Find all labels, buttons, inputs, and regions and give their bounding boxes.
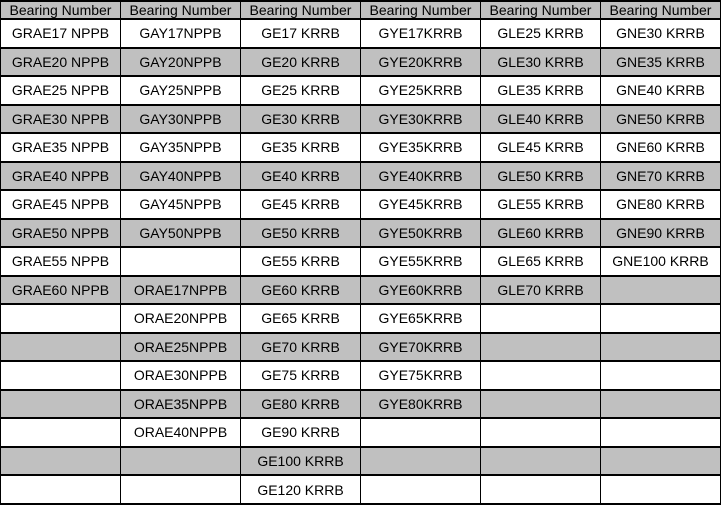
bearing-number-cell: GNE80 KRRB [601, 190, 721, 219]
bearing-number-cell: GE50 KRRB [241, 219, 361, 248]
bearing-number-cell: ORAE35NPPB [121, 390, 241, 419]
bearing-number-cell: GLE55 KRRB [481, 190, 601, 219]
bearing-number-cell: GYE80KRRB [361, 390, 481, 419]
bearing-number-cell [601, 361, 721, 390]
bearing-number-cell: GE30 KRRB [241, 105, 361, 134]
bearing-number-cell: GYE70KRRB [361, 333, 481, 362]
bearing-number-cell: GNE90 KRRB [601, 219, 721, 248]
bearing-number-cell [121, 447, 241, 476]
bearing-number-cell: GAY40NPPB [121, 162, 241, 191]
bearing-number-cell: GLE40 KRRB [481, 105, 601, 134]
bearing-number-cell: GRAE45 NPPB [1, 190, 121, 219]
bearing-number-cell: GE75 KRRB [241, 361, 361, 390]
table-row [1, 304, 721, 333]
bearing-number-cell: GRAE25 NPPB [1, 76, 121, 105]
column-header: Bearing Number [121, 1, 241, 19]
bearing-number-cell: GYE30KRRB [361, 105, 481, 134]
table-row [1, 76, 721, 105]
bearing-number-cell: GYE50KRRB [361, 219, 481, 248]
bearing-number-cell: GRAE60 NPPB [1, 276, 121, 305]
bearing-number-cell: ORAE17NPPB [121, 276, 241, 305]
table-row [1, 19, 721, 48]
table-row [1, 190, 721, 219]
bearing-number-cell [481, 361, 601, 390]
bearing-number-cell: GLE30 KRRB [481, 48, 601, 77]
bearing-number-cell: GYE25KRRB [361, 76, 481, 105]
table-row [1, 247, 721, 276]
bearing-number-cell [121, 475, 241, 504]
table-row [1, 333, 721, 362]
bearing-number-cell [601, 390, 721, 419]
table-row [1, 361, 721, 390]
bearing-number-cell [481, 418, 601, 447]
bearing-number-cell: GYE40KRRB [361, 162, 481, 191]
bearing-number-cell: GRAE50 NPPB [1, 219, 121, 248]
header-row [1, 1, 721, 19]
bearing-number-cell: GE90 KRRB [241, 418, 361, 447]
bearing-number-cell: GAY17NPPB [121, 19, 241, 48]
bearing-number-cell: GE25 KRRB [241, 76, 361, 105]
bearing-number-cell: GRAE40 NPPB [1, 162, 121, 191]
bearing-number-cell: GLE50 KRRB [481, 162, 601, 191]
bearing-number-cell: ORAE20NPPB [121, 304, 241, 333]
bearing-number-cell: GRAE55 NPPB [1, 247, 121, 276]
bearing-number-cell: GE120 KRRB [241, 475, 361, 504]
bearing-number-cell: GNE100 KRRB [601, 247, 721, 276]
bearing-number-cell: GE40 KRRB [241, 162, 361, 191]
bearing-number-cell [481, 304, 601, 333]
table-row [1, 48, 721, 77]
bearing-number-cell: GLE70 KRRB [481, 276, 601, 305]
bearing-number-cell: GNE50 KRRB [601, 105, 721, 134]
bearing-number-cell [121, 247, 241, 276]
bearing-number-cell [601, 276, 721, 305]
bearing-number-cell [481, 390, 601, 419]
table-row [1, 219, 721, 248]
bearing-number-cell: GLE65 KRRB [481, 247, 601, 276]
bearing-number-cell [1, 475, 121, 504]
column-header: Bearing Number [601, 1, 721, 19]
bearing-number-cell [601, 304, 721, 333]
bearing-number-cell: GYE45KRRB [361, 190, 481, 219]
bearing-number-cell [601, 333, 721, 362]
bearing-number-cell: GRAE17 NPPB [1, 19, 121, 48]
bearing-number-cell [1, 333, 121, 362]
bearing-number-cell [1, 447, 121, 476]
bearing-number-cell [481, 475, 601, 504]
column-header: Bearing Number [241, 1, 361, 19]
bearing-number-cell: GE60 KRRB [241, 276, 361, 305]
bearing-number-cell: GYE60KRRB [361, 276, 481, 305]
bearing-number-cell [1, 361, 121, 390]
bearing-number-cell: GE17 KRRB [241, 19, 361, 48]
bearing-number-cell [361, 418, 481, 447]
bearing-number-cell: GAY25NPPB [121, 76, 241, 105]
bearing-number-cell: GYE55KRRB [361, 247, 481, 276]
column-header: Bearing Number [1, 1, 121, 19]
bearing-number-cell [361, 447, 481, 476]
bearing-number-cell: GNE40 KRRB [601, 76, 721, 105]
column-header: Bearing Number [481, 1, 601, 19]
table-row [1, 133, 721, 162]
bearing-number-cell: GE20 KRRB [241, 48, 361, 77]
bearing-number-cell: GYE65KRRB [361, 304, 481, 333]
bearing-number-cell: GYE17KRRB [361, 19, 481, 48]
bearing-number-cell: GLE45 KRRB [481, 133, 601, 162]
bearing-number-cell: ORAE40NPPB [121, 418, 241, 447]
bearing-number-cell: GNE30 KRRB [601, 19, 721, 48]
bearing-number-cell: GLE25 KRRB [481, 19, 601, 48]
bearing-number-cell [601, 447, 721, 476]
bearing-number-cell: GE35 KRRB [241, 133, 361, 162]
bearing-number-cell: GAY45NPPB [121, 190, 241, 219]
bearing-number-cell: GAY20NPPB [121, 48, 241, 77]
bearing-number-cell: GAY35NPPB [121, 133, 241, 162]
bearing-number-cell: GE70 KRRB [241, 333, 361, 362]
bearing-number-cell [481, 333, 601, 362]
table-row [1, 162, 721, 191]
bearing-number-cell: GNE70 KRRB [601, 162, 721, 191]
bearing-number-cell: GLE35 KRRB [481, 76, 601, 105]
table-row [1, 105, 721, 134]
bearing-number-cell: GE65 KRRB [241, 304, 361, 333]
table-body [1, 19, 721, 504]
bearing-number-cell: ORAE30NPPB [121, 361, 241, 390]
bearing-number-cell: GAY30NPPB [121, 105, 241, 134]
table-row [1, 475, 721, 504]
column-header: Bearing Number [361, 1, 481, 19]
bearing-number-cell [1, 390, 121, 419]
bearing-number-cell: GYE35KRRB [361, 133, 481, 162]
table-row [1, 390, 721, 419]
bearing-number-cell: GYE20KRRB [361, 48, 481, 77]
bearing-number-cell: GAY50NPPB [121, 219, 241, 248]
bearing-number-cell [361, 475, 481, 504]
bearing-number-cell: GLE60 KRRB [481, 219, 601, 248]
table-row [1, 447, 721, 476]
bearing-number-cell: GYE75KRRB [361, 361, 481, 390]
bearing-number-cell: GE45 KRRB [241, 190, 361, 219]
bearing-number-cell: GRAE20 NPPB [1, 48, 121, 77]
bearing-number-cell: ORAE25NPPB [121, 333, 241, 362]
table-row [1, 276, 721, 305]
bearing-number-cell: GE100 KRRB [241, 447, 361, 476]
bearing-number-cell: GNE35 KRRB [601, 48, 721, 77]
table-row [1, 418, 721, 447]
bearing-number-cell: GNE60 KRRB [601, 133, 721, 162]
bearing-number-cell [481, 447, 601, 476]
bearing-number-cell: GRAE35 NPPB [1, 133, 121, 162]
table-header [1, 1, 721, 19]
bearing-number-cell: GE55 KRRB [241, 247, 361, 276]
bearing-number-cell [1, 418, 121, 447]
bearing-number-cell [601, 418, 721, 447]
bearing-number-cell: GRAE30 NPPB [1, 105, 121, 134]
bearing-number-cell: GE80 KRRB [241, 390, 361, 419]
bearing-number-cell [601, 475, 721, 504]
bearing-number-cell [1, 304, 121, 333]
